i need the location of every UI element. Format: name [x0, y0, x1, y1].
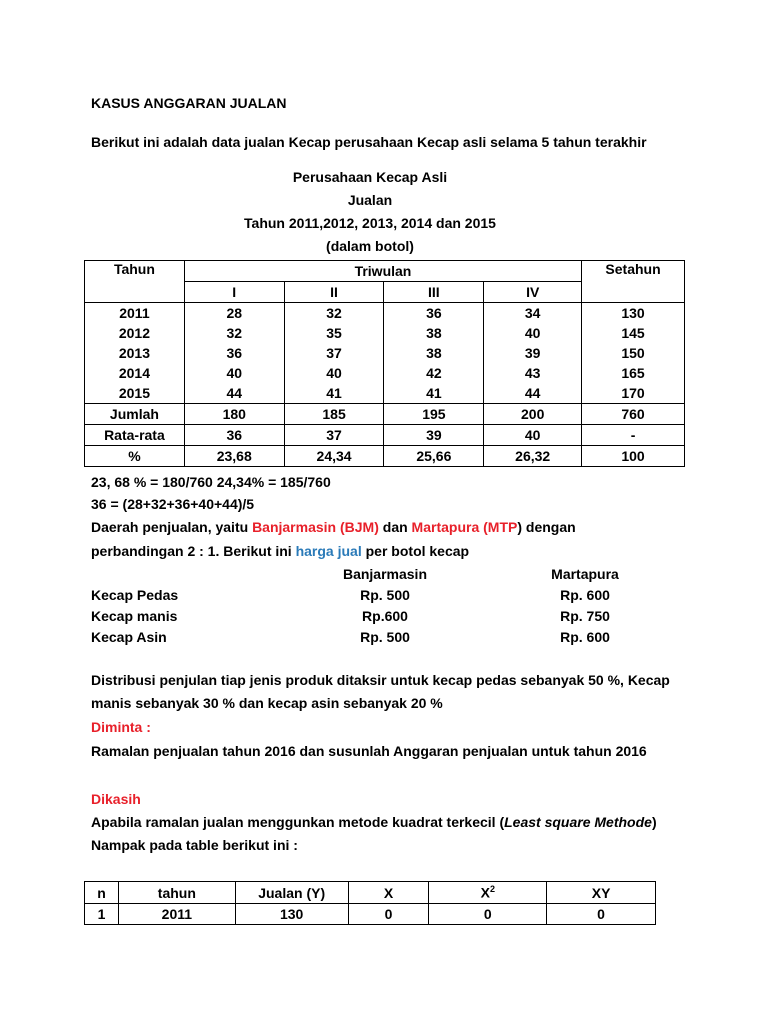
value-cell: 28	[184, 303, 284, 324]
price-name: Kecap manis	[91, 608, 178, 624]
price-header-bjm: Banjarmasin	[342, 566, 428, 582]
value-cell: 40	[484, 323, 582, 343]
table-row	[85, 904, 656, 925]
year-cell: 2014	[85, 363, 185, 383]
header-setahun: Setahun	[582, 261, 685, 303]
value-cell: 32	[284, 303, 384, 324]
year-cell: 2015	[85, 383, 185, 404]
caption-years: Tahun 2011,2012, 2013, 2014 dan 2015	[244, 215, 496, 231]
header-x: X	[348, 882, 429, 904]
cell-x2: 0	[429, 904, 547, 925]
value-cell: 34	[484, 303, 582, 324]
x2-base: X	[480, 884, 490, 901]
value-cell: 41	[384, 383, 484, 404]
cell-tahun: 2011	[118, 904, 235, 925]
table-row	[85, 343, 685, 363]
price-header-mtp: Martapura	[551, 566, 619, 582]
table-row	[85, 323, 685, 343]
value-cell: 36	[384, 303, 484, 324]
header-quarter: III	[384, 282, 484, 303]
value-cell: 38	[384, 323, 484, 343]
table-row	[85, 363, 685, 383]
value-cell: 38	[384, 343, 484, 363]
cell-x: 0	[348, 904, 429, 925]
table-row	[85, 303, 685, 324]
header-tahun: Tahun	[85, 261, 185, 303]
header-quarter: I	[184, 282, 284, 303]
x2-exponent: 2	[489, 884, 495, 895]
value-cell: 40	[284, 363, 384, 383]
value-cell: 32	[184, 323, 284, 343]
distribution-line-2: manis sebanyak 30 % dan kecap asin sebanyak 20 %	[91, 695, 443, 711]
summary-row-rata-rata	[85, 425, 685, 446]
header-tahun: tahun	[118, 882, 235, 904]
summary-cell: 185	[284, 404, 384, 425]
summary-row-jumlah	[85, 404, 685, 425]
summary-cell: -	[582, 425, 685, 446]
price-name: Kecap Pedas	[91, 587, 179, 603]
summary-cell: 40	[484, 425, 582, 446]
note-average: 36 = (28+32+36+40+44)/5	[91, 496, 255, 512]
bjm-highlight: Banjarmasin (BJM)	[252, 519, 379, 535]
summary-cell: 39	[384, 425, 484, 446]
area-text: dan	[378, 519, 412, 535]
least-square-table	[84, 881, 656, 925]
table-row	[85, 383, 685, 404]
header-triwulan: Triwulan	[184, 261, 581, 282]
diminta-text: Ramalan penjualan tahun 2016 dan susunlah Anggaran penjualan untuk tahun 2016	[91, 743, 647, 759]
summary-row-percent	[85, 446, 685, 467]
year-cell: 2012	[85, 323, 185, 343]
price-bjm: Rp.600	[362, 608, 408, 624]
caption-jualan: Jualan	[347, 192, 393, 208]
summary-cell: 100	[582, 446, 685, 467]
method-text: )	[651, 814, 657, 830]
summary-cell: 23,68	[184, 446, 284, 467]
summary-cell: 24,34	[284, 446, 384, 467]
cell-xy: 0	[547, 904, 656, 925]
value-cell: 41	[284, 383, 384, 404]
summary-cell: 36	[184, 425, 284, 446]
header-n: n	[85, 882, 119, 904]
value-cell: 44	[484, 383, 582, 404]
area-text: Daerah penjualan, yaitu	[91, 519, 253, 535]
header-xy: XY	[547, 882, 656, 904]
total-cell: 145	[582, 323, 685, 343]
price-bjm: Rp. 500	[360, 587, 410, 603]
note-percent: 23, 68 % = 180/760 24,34% = 185/760	[91, 474, 331, 490]
summary-label: Rata-rata	[85, 425, 185, 446]
value-cell: 39	[484, 343, 582, 363]
cell-jualan: 130	[235, 904, 348, 925]
intro-text: Berikut ini adalah data jualan Kecap perusahaan Kecap asli selama 5 tahun terakhir	[91, 134, 647, 150]
area-line-2	[91, 543, 469, 559]
value-cell: 40	[184, 363, 284, 383]
cell-n: 1	[85, 904, 119, 925]
header-quarter: IV	[484, 282, 582, 303]
value-cell: 43	[484, 363, 582, 383]
summary-cell: 760	[582, 404, 685, 425]
price-mtp: Rp. 750	[560, 608, 610, 624]
method-text: Apabila ramalan jualan menggunkan metode kuadrat terkecil (	[91, 814, 505, 830]
year-cell: 2013	[85, 343, 185, 363]
value-cell: 42	[384, 363, 484, 383]
price-mtp: Rp. 600	[560, 587, 610, 603]
value-cell: 37	[284, 343, 384, 363]
summary-cell: 26,32	[484, 446, 582, 467]
value-cell: 36	[184, 343, 284, 363]
price-bjm: Rp. 500	[360, 629, 410, 645]
area-text: per botol kecap	[361, 543, 470, 559]
header-jualan: Jualan (Y)	[235, 882, 348, 904]
value-cell: 44	[184, 383, 284, 404]
diminta-label: Diminta :	[91, 719, 151, 735]
summary-cell: 200	[484, 404, 582, 425]
dikasih-label: Dikasih	[91, 791, 141, 807]
summary-cell: 195	[384, 404, 484, 425]
caption-company: Perusahaan Kecap Asli	[292, 169, 448, 185]
mtp-highlight: Martapura (MTP	[411, 519, 518, 535]
sales-table	[84, 260, 685, 467]
document-title: KASUS ANGGARAN JUALAN	[91, 95, 287, 111]
total-cell: 170	[582, 383, 685, 404]
method-line-2: Nampak pada table berikut ini :	[91, 837, 298, 853]
header-x2	[429, 882, 547, 904]
area-line-1	[91, 519, 576, 535]
table-header-row	[85, 882, 656, 904]
area-text: ) dengan	[517, 519, 576, 535]
value-cell: 35	[284, 323, 384, 343]
summary-cell: 37	[284, 425, 384, 446]
method-italic: Least square Methode	[504, 814, 652, 830]
area-text: perbandingan 2 : 1. Berikut ini	[91, 543, 296, 559]
summary-label: Jumlah	[85, 404, 185, 425]
summary-label: %	[85, 446, 185, 467]
method-line-1	[91, 814, 657, 830]
total-cell: 165	[582, 363, 685, 383]
price-name: Kecap Asin	[91, 629, 167, 645]
price-mtp: Rp. 600	[560, 629, 610, 645]
summary-cell: 180	[184, 404, 284, 425]
caption-unit: (dalam botol)	[326, 238, 414, 254]
total-cell: 150	[582, 343, 685, 363]
header-quarter: II	[284, 282, 384, 303]
harga-jual-highlight: harga jual	[295, 543, 362, 559]
distribution-line-1: Distribusi penjulan tiap jenis produk ditaksir untuk kecap pedas sebanyak 50 %, Kecap	[91, 672, 670, 688]
year-cell: 2011	[85, 303, 185, 324]
summary-cell: 25,66	[384, 446, 484, 467]
total-cell: 130	[582, 303, 685, 324]
